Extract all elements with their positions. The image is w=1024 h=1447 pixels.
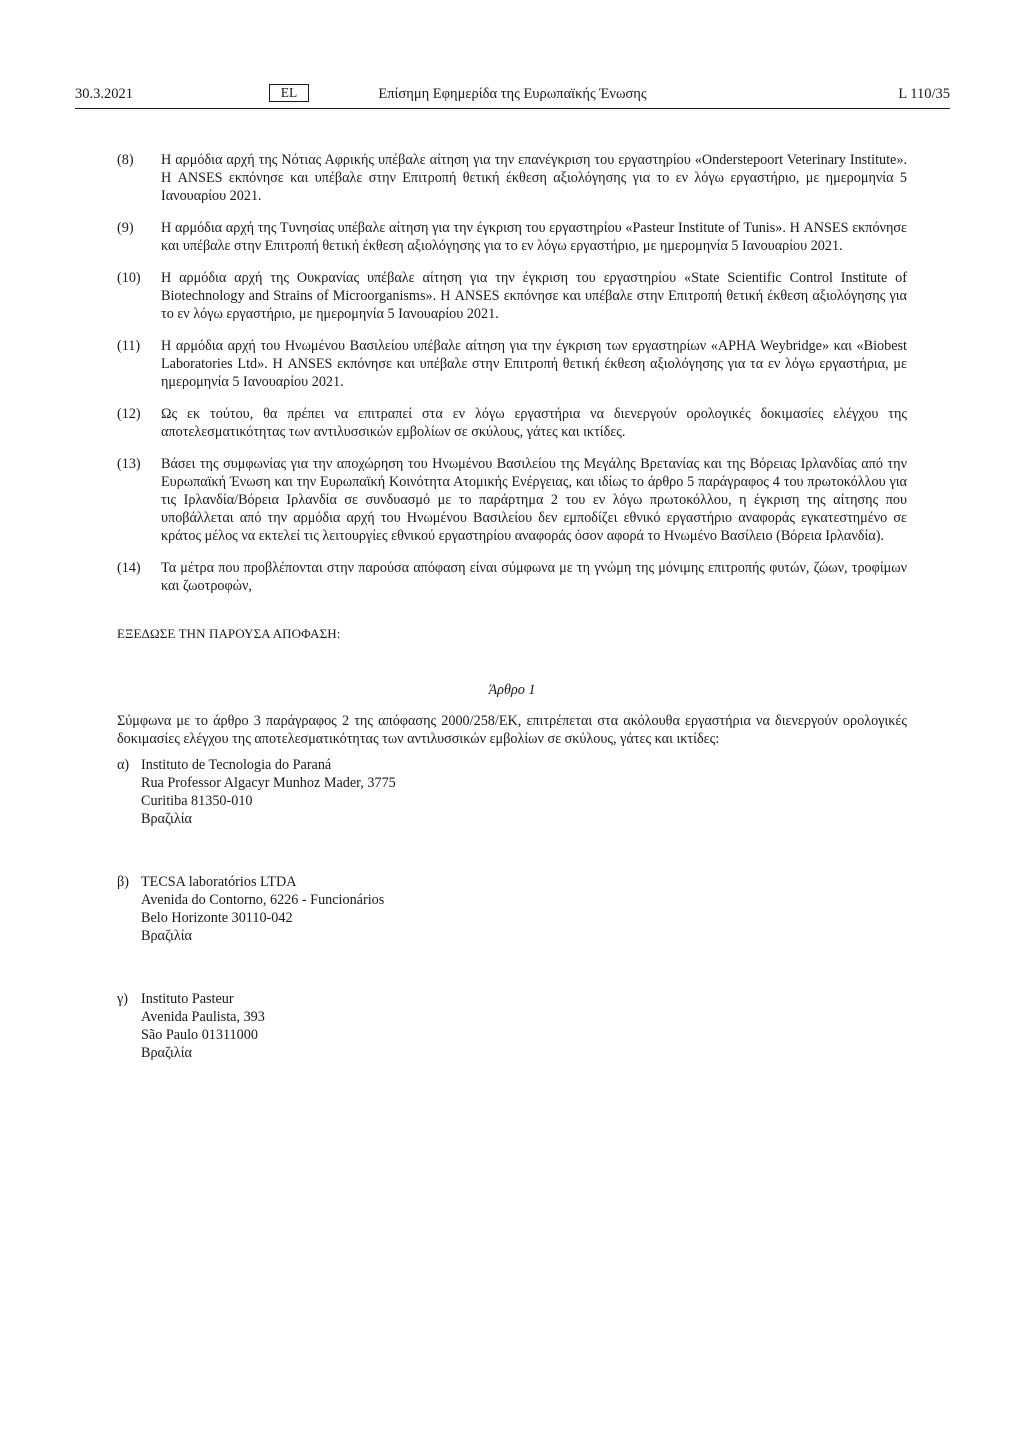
lab-entry-c: [117, 990, 907, 1062]
journal-title: Επίσημη Εφημερίδα της Ευρωπαϊκής Ένωσης: [378, 86, 647, 102]
lab-entry-b: [117, 873, 907, 945]
document-body: [117, 151, 907, 1107]
lab-letter: γ): [117, 991, 128, 1007]
recital-text: Βάσει της συμφωνίας για την αποχώρηση του Ηνωμένου Βασιλείου της Μεγάλης Βρετανίας και της Βόρειας Ιρλανδίας από την Ευρωπαϊκή Ένωση και την Ευρωπαϊκή Κοινότητα Ατομικής Ενέργειας, και ιδίως το άρθρο 5 παράγραφος 4 του πρωτοκόλλου για τις Ιρλανδία/Βόρεια Ιρλανδία σε συνδυασμό με το παράρτημα 2 του εν λόγω πρωτοκόλλου, η έγκριση της αίτησης που υποβάλλεται από την αρμόδια αρχή του Ηνωμένου Βασιλείου δεν εμποδίζει εθνικό εργαστήριο αναφοράς εγκατεστημένο σε κράτος μέλος να εκτελεί τις λειτουργίες εθνικού εργαστηρίου αναφοράς όσον αφορά το Ηνωμένο Βασίλειο (Βόρεια Ιρλανδία).: [161, 456, 907, 544]
recital-11: [117, 337, 907, 391]
recital-text: Η αρμόδια αρχή της Ουκρανίας υπέβαλε αίτηση για την έγκριση του εργαστηρίου «State Scientific Control Institute of Biotechnology and Strains of Microorganisms». Η ANSES εκπόνησε και υπέβαλε στην Επιτροπή θετική έκθεση αξιολόγησης για το εν λόγω εργαστήριο, με ημερομηνία 5 Ιανουαρίου 2021.: [161, 270, 907, 322]
lab-letter: β): [117, 874, 129, 890]
lab-street: Avenida Paulista, 393: [141, 1009, 265, 1025]
lab-street: Rua Professor Algacyr Munhoz Mader, 3775: [141, 775, 396, 791]
recital-14: [117, 559, 907, 595]
recital-number: (9): [117, 220, 134, 236]
enacting-formula: ΕΞΕΔΩΣΕ ΤΗΝ ΠΑΡΟΥΣΑ ΑΠΟΦΑΣΗ:: [117, 626, 341, 641]
lab-country: Βραζιλία: [141, 1045, 192, 1061]
lab-name: Instituto de Tecnologia do Paraná: [141, 757, 332, 773]
language-badge: EL: [269, 84, 309, 102]
header-rule: [75, 108, 950, 109]
recital-number: (14): [117, 560, 141, 576]
recital-13: [117, 455, 907, 545]
article-intro: Σύμφωνα με το άρθρο 3 παράγραφος 2 της απόφασης 2000/258/ΕΚ, επιτρέπεται στα ακόλουθα εργαστήρια να διενεργούν ορολογικές δοκιμασίες ελέγχου της αποτελεσματικότητας των αντιλυσσικών εμβολίων σε σκύλους, γάτες και ικτίδες:: [117, 713, 907, 747]
recital-10: [117, 269, 907, 323]
recital-text: Τα μέτρα που προβλέπονται στην παρούσα απόφαση είναι σύμφωνα με τη γνώμη της μόνιμης επιτροπής φυτών, ζώων, τροφίμων και ζωοτροφών,: [161, 560, 907, 594]
recital-9: [117, 219, 907, 255]
recital-number: (8): [117, 152, 134, 168]
lab-name: Instituto Pasteur: [141, 991, 234, 1007]
page-reference: L 110/35: [898, 86, 950, 102]
header-date: 30.3.2021: [75, 86, 133, 102]
recital-text: Η αρμόδια αρχή της Νότιας Αφρικής υπέβαλε αίτηση για την επανέγκριση του εργαστηρίου «Onderstepoort Veterinary Institute». Η ANSES εκπόνησε και υπέβαλε στην Επιτροπή θετική έκθεση αξιολόγησης για το εν λόγω εργαστήριο, με ημερομηνία 5 Ιανουαρίου 2021.: [161, 152, 907, 204]
article-title: Άρθρο 1: [488, 682, 536, 698]
lab-name: TECSA laboratórios LTDA: [141, 874, 297, 890]
recital-text: Η αρμόδια αρχή του Ηνωμένου Βασιλείου υπέβαλε αίτηση για την έγκριση των εργαστηρίων «APHA Weybridge» και «Biobest Laboratories Ltd». Η ANSES εκπόνησε και υπέβαλε στην Επιτροπή θετική έκθεση αξιολόγησης για τα εν λόγω εργαστήρια, με ημερομηνία 5 Ιανουαρίου 2021.: [161, 338, 907, 390]
recital-number: (12): [117, 406, 141, 422]
recital-8: [117, 151, 907, 205]
lab-entry-a: [117, 756, 907, 828]
lab-letter: α): [117, 757, 130, 773]
recital-12: [117, 405, 907, 441]
lab-street: Avenida do Contorno, 6226 - Funcionários: [141, 892, 385, 908]
recital-number: (11): [117, 338, 141, 354]
recital-number: (10): [117, 270, 141, 286]
lab-country: Βραζιλία: [141, 928, 192, 944]
recital-text: Ως εκ τούτου, θα πρέπει να επιτραπεί στα εν λόγω εργαστήρια να διενεργούν ορολογικές δοκιμασίες ελέγχου της αποτελεσματικότητας των αντιλυσσικών εμβολίων σε σκύλους, γάτες και ικτίδες.: [161, 406, 907, 440]
recital-text: Η αρμόδια αρχή της Τυνησίας υπέβαλε αίτηση για την έγκριση του εργαστηρίου «Pasteur Institute of Tunis». Η ANSES εκπόνησε και υπέβαλε στην Επιτροπή θετική έκθεση αξιολόγησης για το εν λόγω εργαστήριο, με ημερομηνία 5 Ιανουαρίου 2021.: [161, 220, 907, 254]
lab-city: Curitiba 81350-010: [141, 793, 253, 809]
recital-number: (13): [117, 456, 141, 472]
lab-city: São Paulo 01311000: [141, 1027, 258, 1043]
lab-city: Belo Horizonte 30110-042: [141, 910, 293, 926]
page-header: [75, 86, 950, 108]
lab-country: Βραζιλία: [141, 811, 192, 827]
